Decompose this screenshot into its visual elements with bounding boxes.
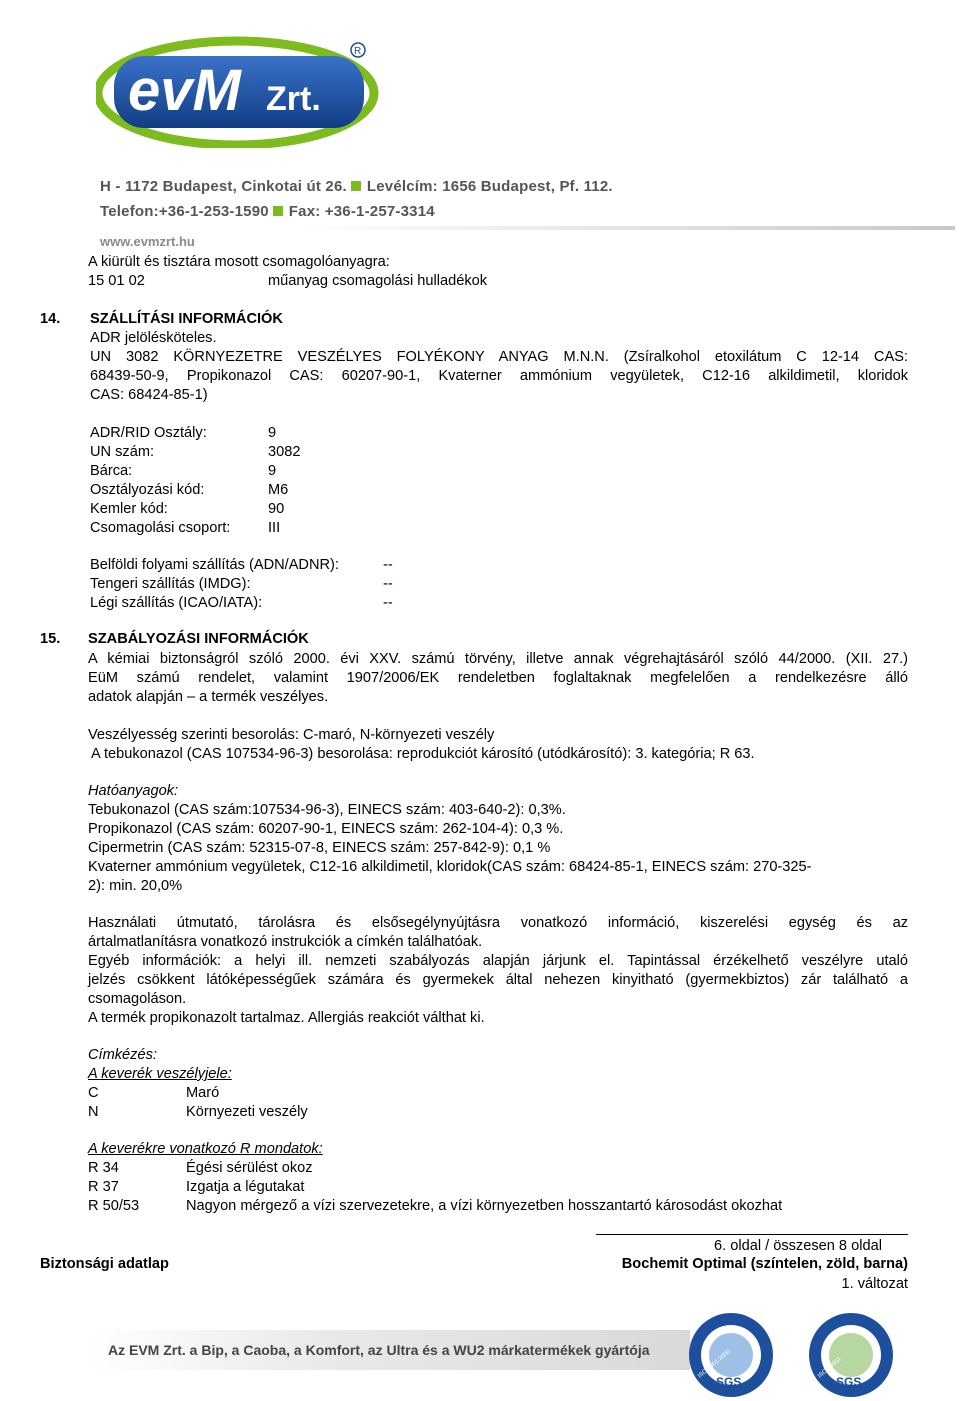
prop-key: ADR/RID Osztály: [90, 425, 207, 441]
un-line-1: UN 3082 KÖRNYEZETRE VESZÉLYES FOLYÉKONY ANYAG M.N.N. (Zsíralkohol etoxilátum C 12-14 CAS: [90, 349, 908, 365]
hazard-text: Maró [186, 1085, 220, 1101]
r-phrase-code: R 34 [88, 1160, 119, 1176]
law-line-1: A kémiai biztonságról szóló 2000. évi XXV. számú törvény, illetve annak végrehajtásáról szóló 44/2000. (XII. 27.) [88, 651, 908, 667]
transport-key: Tengeri szállítás (IMDG): [90, 576, 251, 592]
green-square-icon [351, 181, 361, 191]
transport-key: Belföldi folyami szállítás (ADN/ADNR): [90, 557, 339, 573]
mix-hazard-title: A keverék veszélyjele: [88, 1066, 232, 1082]
r-phrase-code: R 37 [88, 1179, 119, 1195]
fax-text: Fax: +36-1-257-3314 [288, 203, 435, 220]
iso-14001-certification-seal [806, 1310, 896, 1400]
phone-text: Telefon:+36-1-253-1590 [100, 203, 269, 220]
active-substances-title: Hatóanyagok: [88, 783, 179, 799]
section-14-number: 14. [40, 311, 61, 327]
section-15-number: 15. [40, 631, 61, 647]
prop-key: Kemler kód: [90, 501, 168, 517]
transport-value: -- [383, 576, 393, 592]
transport-value: -- [383, 595, 393, 611]
hazard-code: N [88, 1104, 99, 1120]
hazard-code: C [88, 1085, 99, 1101]
svg-text:evM: evM [128, 58, 241, 123]
r-phrase-text: Izgatja a légutakat [186, 1179, 305, 1195]
section-14-title: SZÁLLÍTÁSI INFORMÁCIÓK [90, 311, 283, 327]
cert-label: ISO 9001:2000 [697, 1348, 732, 1380]
mail-text: Levélcím: 1656 Budapest, Pf. 112. [366, 178, 613, 195]
product-name: Bochemit Optimal (színtelen, zöld, barna) [621, 1256, 908, 1272]
cert-mark: SGS [716, 1375, 742, 1389]
intro-line: A kiürült és tisztára mosott csomagolóanyagra: [88, 254, 390, 270]
transport-value: -- [383, 557, 393, 573]
active-substance: Kvaterner ammónium vegyületek, C12-16 alkildimetil, kloridok(CAS szám: 68424-85-1, EINECS szám: 270-325- [88, 859, 812, 875]
cert-mark: SGS [836, 1375, 862, 1389]
law-line-2: EüM számú rendelet, valamint 1907/2006/EK rendeletben foglaltaknak megfelelően a rendelkezésre álló [88, 670, 908, 686]
slogan-text: Az EVM Zrt. a Bip, a Caoba, a Komfort, az Ultra és a WU2 márkatermékek gyártója [108, 1342, 650, 1358]
svg-text:R: R [354, 46, 362, 57]
r-phrases-title: A keverékre vonatkozó R mondatok: [88, 1141, 323, 1157]
version: 1. változat [841, 1276, 908, 1292]
prop-value: III [268, 520, 281, 536]
active-substance: Propikonazol (CAS szám: 60207-90-1, EINECS szám: 262-104-4): 0,3 %. [88, 821, 564, 837]
address-text: H - 1172 Budapest, Cinkotai út 26. [100, 178, 347, 195]
adr-note: ADR jelölésköteles. [90, 330, 217, 346]
hazard-classification: Veszélyesség szerinti besorolás: C-maró, N-környezeti veszély [88, 727, 495, 743]
waste-code: 15 01 02 [88, 273, 145, 289]
other-info-line-1: Egyéb információk: a helyi ill. nemzeti szabályozás alapján járjunk el. Tapintással érzékelhető veszélyre utaló [88, 953, 908, 969]
evm-logo [96, 28, 386, 148]
header-divider [300, 226, 955, 230]
r-phrase-text: Nagyon mérgező a vízi szervezetekre, a vízi környezetben hosszantartó károsodást okozhat [186, 1198, 783, 1214]
section-15-title: SZABÁLYOZÁSI INFORMÁCIÓK [88, 631, 309, 647]
usage-line-2: ártalmatlanításra vonatkozó instrukciók a címkén találhatóak. [88, 934, 483, 950]
tebukonazol-classification: A tebukonazol (CAS 107534-96-3) besorolása: reprodukciót károsító (utódkárosító): 3. kategória; R 63. [91, 746, 755, 762]
iso-9001-certification-seal [686, 1310, 776, 1400]
active-substance: Tebukonazol (CAS szám:107534-96-3), EINECS szám: 403-640-2): 0,3%. [88, 802, 566, 818]
cert-label: ISO 14001 [817, 1356, 843, 1380]
allergy-note: A termék propikonazolt tartalmaz. Allergiás reakciót válthat ki. [88, 1010, 485, 1026]
transport-key: Légi szállítás (ICAO/IATA): [90, 595, 263, 611]
letterhead [0, 0, 960, 230]
r-phrase-code: R 50/53 [88, 1198, 140, 1214]
active-substance: 2): min. 20,0% [88, 878, 183, 894]
labeling-title: Címkézés: [88, 1047, 157, 1063]
r-phrase-text: Égési sérülést okoz [186, 1160, 313, 1176]
prop-value: 90 [268, 501, 285, 517]
prop-key: Bárca: [90, 463, 133, 479]
usage-line-1: Használati útmutató, tárolásra és elsősegélynyújtásra vonatkozó információ, kiszerelési egység és az [88, 915, 908, 931]
green-square-icon [273, 206, 283, 216]
address-line [100, 178, 613, 195]
prop-value: M6 [268, 482, 289, 498]
slogan-band [90, 1330, 690, 1370]
prop-key: Csomagolási csoport: [90, 520, 231, 536]
website-link[interactable]: www.evmzrt.hu [100, 234, 195, 249]
un-line-3: CAS: 68424-85-1) [90, 387, 208, 403]
prop-key: UN szám: [90, 444, 155, 460]
page-info: 6. oldal / összesen 8 oldal [714, 1238, 882, 1254]
active-substance: Cipermetrin (CAS szám: 52315-07-8, EINECS szám: 257-842-9): 0,1 % [88, 840, 551, 856]
law-line-3: adatok alapján – a termék veszélyes. [88, 689, 329, 705]
other-info-line-3: csomagoláson. [88, 991, 187, 1007]
footer-rule [596, 1234, 908, 1235]
other-info-line-2: jelzés csökkent látóképességűek számára és gyermekek által nehezen kinyitható (gyermekbiztos) zár található a [88, 972, 908, 988]
prop-value: 9 [268, 463, 277, 479]
svg-text:Zrt.: Zrt. [266, 80, 321, 118]
prop-value: 9 [268, 425, 277, 441]
hazard-text: Környezeti veszély [186, 1104, 308, 1120]
un-line-2: 68439-50-9, Propikonazol CAS: 60207-90-1, Kvaterner ammónium vegyületek, C12-16 alkildimetil, kloridok [90, 368, 908, 384]
doc-type: Biztonsági adatlap [40, 1256, 169, 1272]
prop-value: 3082 [268, 444, 301, 460]
phone-line [100, 203, 435, 220]
prop-key: Osztályozási kód: [90, 482, 205, 498]
waste-code-desc: műanyag csomagolási hulladékok [268, 273, 488, 289]
